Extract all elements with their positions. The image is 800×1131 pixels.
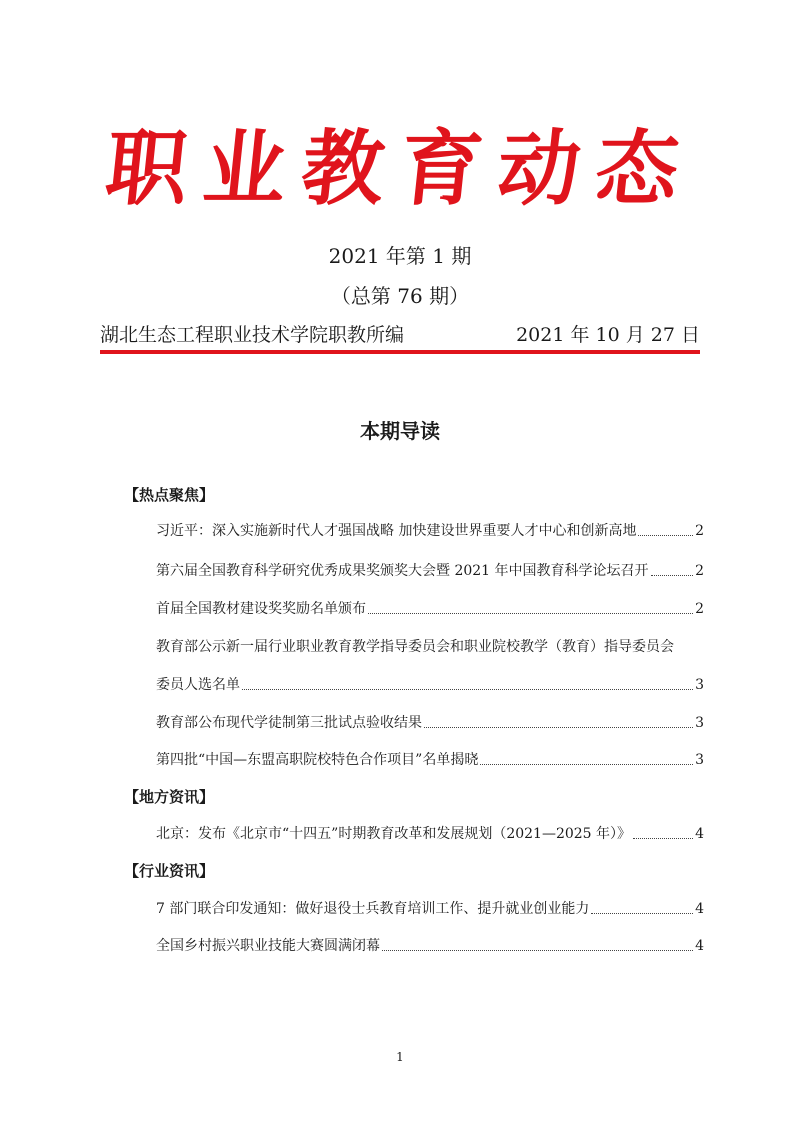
toc-entry-page: 3 (695, 715, 704, 731)
toc-entry[interactable] (156, 935, 704, 955)
toc-title: 本期导读 (360, 419, 440, 443)
leader-dots (242, 688, 693, 690)
toc-entry-title: 全国乡村振兴职业技能大赛圆满闭幕 (156, 938, 380, 954)
total-issue: （总第 76 期） (330, 284, 470, 308)
leader-dots (633, 837, 693, 839)
masthead-title: 职业教育动态 (101, 122, 700, 217)
toc-entry-title: 7 部门联合印发通知：做好退役士兵教育培训工作、提升就业创业能力 (156, 901, 590, 917)
toc-entry[interactable] (156, 598, 704, 618)
toc-entry-title: 第六届全国教育科学研究优秀成果奖颁奖大会暨 2021 年中国教育科学论坛召开 (156, 563, 649, 579)
toc-entry-title: 首届全国教材建设奖奖励名单颁布 (156, 601, 366, 617)
page-number: 1 (396, 1050, 404, 1064)
toc-entry[interactable] (156, 823, 704, 843)
toc-entry-page: 4 (695, 826, 704, 842)
toc-entry[interactable] (156, 560, 704, 580)
leader-dots (651, 574, 694, 576)
toc-entry-title: 第四批“中国—东盟高职院校特色合作项目”名单揭晓 (156, 752, 479, 768)
toc-entry-page: 4 (695, 901, 704, 917)
leader-dots (480, 763, 693, 765)
leader-dots (424, 726, 693, 728)
leader-dots (638, 534, 693, 536)
toc-entry[interactable] (156, 712, 704, 732)
leader-dots (591, 912, 693, 914)
toc-entry-page: 3 (695, 677, 704, 693)
toc-entry-page: 4 (695, 938, 704, 954)
publish-date: 2021 年 10 月 27 日 (516, 324, 700, 346)
toc-entry[interactable] (156, 898, 704, 918)
toc-entry-title: 北京：发布《北京市“十四五”时期教育改革和发展规划（2021—2025 年）》 (156, 826, 632, 842)
toc-entry[interactable] (156, 674, 704, 694)
section-heading-local: 【地方资讯】 (124, 788, 215, 806)
editor-row (100, 320, 700, 347)
toc-entry-title: 习近平：深入实施新时代人才强国战略 加快建设世界重要人才中心和创新高地 (156, 523, 637, 539)
leader-dots (382, 949, 693, 951)
toc-entry[interactable] (156, 749, 704, 769)
toc-entry-title: 委员人选名单 (156, 677, 240, 693)
red-rule (100, 350, 700, 354)
issue-line: 2021 年第 1 期 (328, 244, 472, 268)
editor-label: 湖北生态工程职业技术学院职教所编 (100, 324, 405, 346)
toc-entry-page: 3 (695, 752, 704, 768)
toc-entry[interactable] (156, 520, 704, 540)
leader-dots (368, 612, 693, 614)
toc-entry-page: 2 (695, 523, 704, 539)
toc-entry-page: 2 (695, 601, 704, 617)
toc-entry-page: 2 (695, 563, 704, 579)
toc-entry-title: 教育部公布现代学徒制第三批试点验收结果 (156, 715, 422, 731)
section-heading-hot: 【热点聚焦】 (124, 486, 215, 504)
toc-entry-line1[interactable]: 教育部公示新一届行业职业教育教学指导委员会和职业院校教学（教育）指导委员会 (156, 639, 674, 655)
section-heading-industry: 【行业资讯】 (124, 862, 215, 880)
